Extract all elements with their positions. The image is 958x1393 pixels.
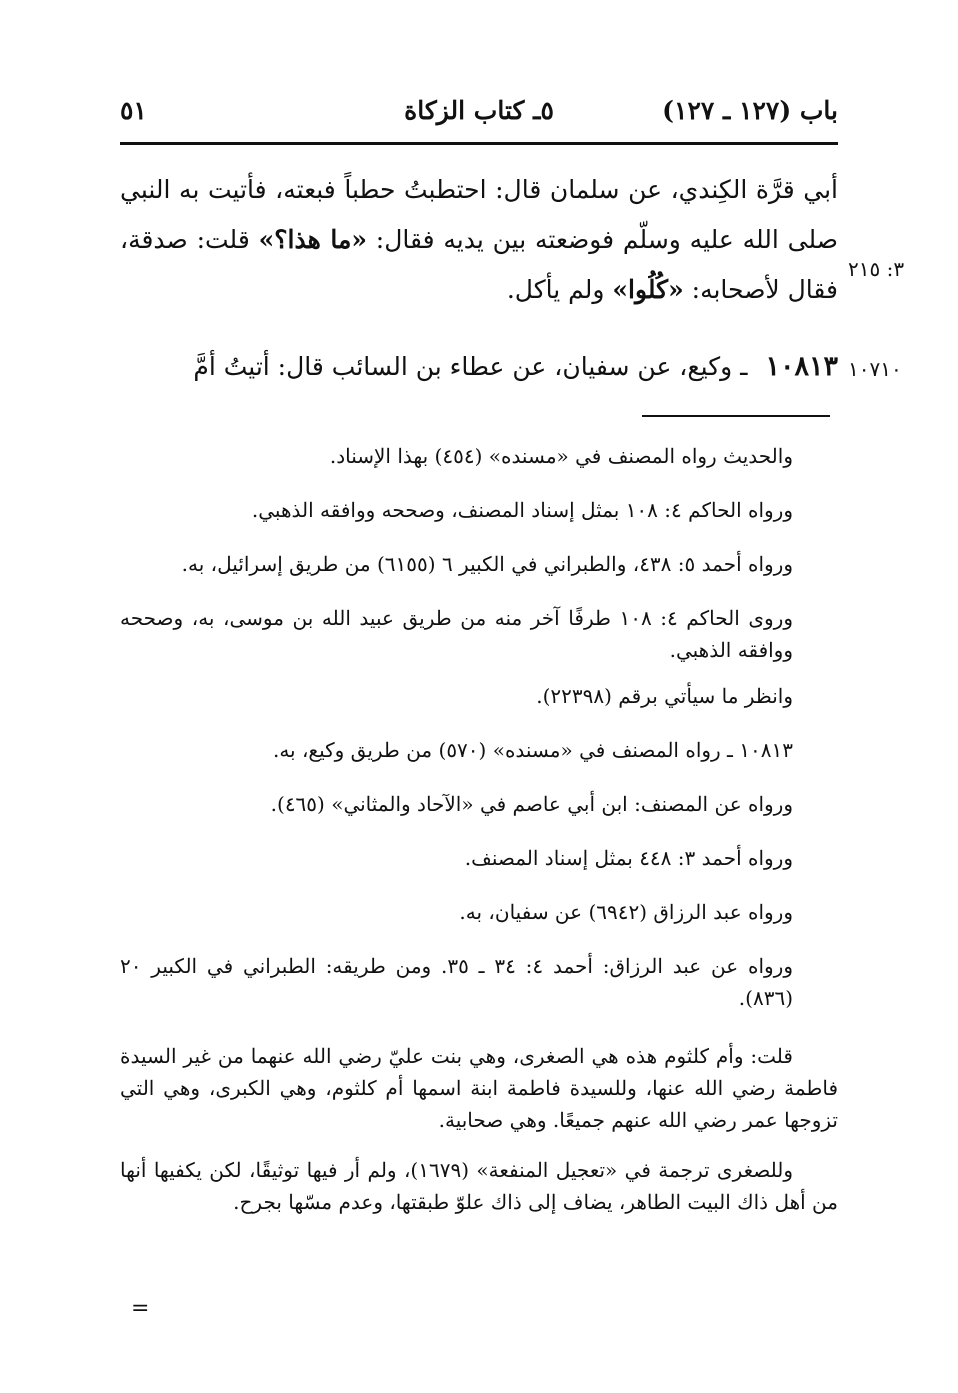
hadith-text: ـ وكيع، عن سفيان، عن عطاء بن السائب قال: أتيتُ أمَّ <box>193 352 748 381</box>
margin-reference-2: ١٠٧١٠ <box>848 357 902 381</box>
continuation-mark: = <box>131 1296 150 1321</box>
chapter-range: باب (١٢٧ ـ ١٢٧) <box>662 96 838 125</box>
text-segment: قلت: صدقة، فقال لأصحابه: <box>120 225 838 304</box>
main-text <box>120 165 838 315</box>
commentary-paragraph: قلت: وأم كلثوم هذه هي الصغرى، وهي بنت عليّ رضي الله عنهما من غير السيدة فاطمة رضي الله عنها، وللسيدة فاطمة ابنة اسمها أم كلثوم، وهي الكبرى، وهي التي تزوجها عمر رضي الله عنهم جميعًا. وهي صحابية. <box>120 1044 838 1132</box>
footnote-line: والحديث رواه المصنف في «مسنده» (٤٥٤) بهذا الإسناد. <box>329 444 793 468</box>
footnote-line: ورواه أحمد ٥: ٤٣٨، والطبراني في الكبير ٦ (٦١٥٥) من طريق إسرائيل، به. <box>181 552 793 576</box>
book-title: ٥ـ كتاب الزكاة <box>404 96 554 125</box>
footnote-line: ورواه أحمد ٣: ٤٤٨ بمثل إسناد المصنف. <box>464 846 793 870</box>
footnote-line: وانظر ما سيأتي برقم (٢٢٣٩٨). <box>536 684 793 708</box>
footnote-line: ١٠٨١٣ ـ رواه المصنف في «مسنده» (٥٧٠) من طريق وكيع، به. <box>272 738 793 762</box>
commentary-paragraph: وللصغرى ترجمة في «تعجيل المنفعة» (١٦٧٩)، ولم أر فيها توثيقًا، لكن يكفيها أنها من أهل ذاك البيت الطاهر، يضاف إلى ذاك علوّ طبقتها، وعدم مسّها بجرح. <box>120 1158 838 1214</box>
header-rule <box>120 142 838 145</box>
quoted-speech: «ما هذا؟» <box>258 225 367 254</box>
quoted-speech: «كُلُوا» <box>612 275 684 304</box>
hadith-entry <box>120 342 838 392</box>
footnote-line: وروى الحاكم ٤: ١٠٨ طرفًا آخر منه من طريق عبيد الله بن موسى، به، وصححه ووافقه الذهبي. <box>120 606 793 662</box>
running-header <box>120 92 838 138</box>
footnote-line: ورواه عن المصنف: ابن أبي عاصم في «الآحاد والمثاني» (٤٦٥). <box>270 792 793 816</box>
hadith-number: ١٠٨١٣ <box>765 351 838 382</box>
main-paragraph <box>120 165 838 315</box>
footnotes <box>120 440 838 1240</box>
footnote-line: ورواه عبد الرزاق (٦٩٤٢) عن سفيان، به. <box>459 900 793 924</box>
page-number: ٥١ <box>120 96 147 125</box>
margin-reference-1: ٣: ٢١٥ <box>848 257 905 281</box>
text-segment: أبي قرَّة الكِندي، عن سلمان قال: احتطبتُ حطباً فبعته، فأتيت به النبي صلى الله عليه وسلّم فوضعته بين يديه فقال: <box>120 175 839 254</box>
footnote-rule <box>642 415 830 417</box>
text-segment: ولم يأكل. <box>506 275 613 304</box>
footnote-line: ورواه الحاكم ٤: ١٠٨ بمثل إسناد المصنف، وصححه ووافقه الذهبي. <box>251 498 793 522</box>
footnote-line: ورواه عن عبد الرزاق: أحمد ٤: ٣٤ ـ ٣٥. ومن طريقه: الطبراني في الكبير ٢٠ (٨٣٦). <box>120 954 793 1010</box>
